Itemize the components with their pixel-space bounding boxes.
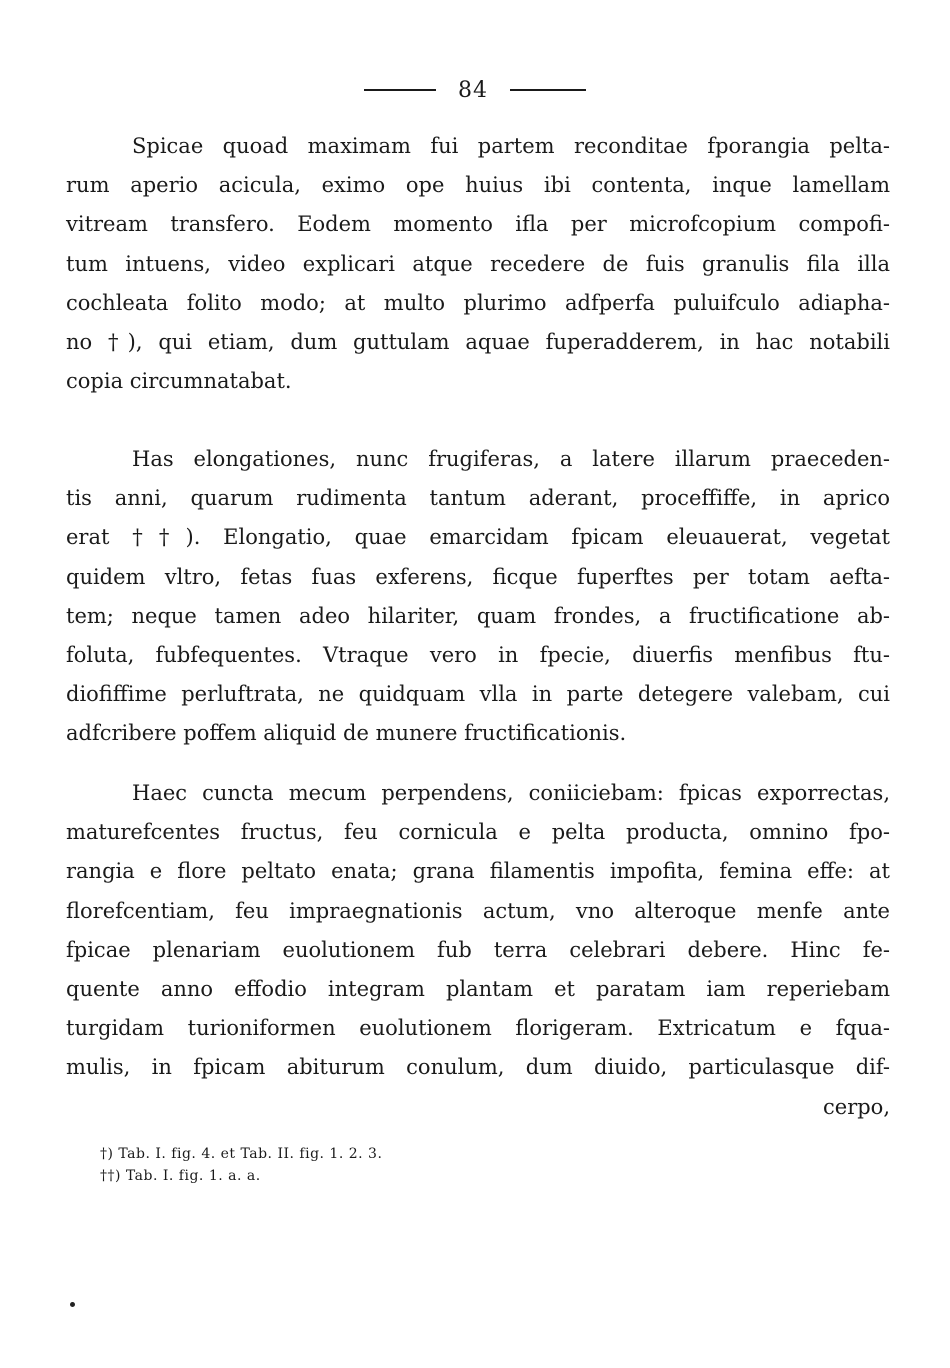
header-rule-left xyxy=(364,89,436,91)
paragraph-line: turgidam turioniformen euolutionem florigeram. Extricatum e fqua- xyxy=(66,1016,890,1041)
paragraph-line: tem; neque tamen adeo hilariter, quam frondes, a fructificatione ab- xyxy=(66,603,890,628)
paragraph-line: adfcribere poffem aliquid de munere fructificationis. xyxy=(66,721,627,746)
paragraph-1 xyxy=(66,127,890,401)
page-header xyxy=(0,70,950,110)
paragraph-line: diofiffime perluftrata, ne quidquam vlla in parte detegere valebam, cui xyxy=(66,682,890,707)
page-number: 84 xyxy=(458,77,488,103)
ink-speck xyxy=(70,1302,75,1307)
paragraph-line: maturefcentes fructus, feu cornicula e pelta producta, omnino fpo- xyxy=(66,820,890,845)
paragraph-line: no †), qui etiam, dum guttulam aquae fuperadderem, in hac notabili xyxy=(66,330,890,355)
paragraph-line: rum aperio acicula, eximo ope huius ibi contenta, inque lamellam xyxy=(66,173,890,198)
paragraph-3 xyxy=(66,774,890,1127)
paragraph-line: foluta, fubfequentes. Vtraque vero in fpecie, diuerfis menfibus ftu- xyxy=(66,643,890,668)
paragraph-line: quente anno effodio integram plantam et paratam iam reperiebam xyxy=(66,977,890,1002)
paragraph-line: mulis, in fpicam abiturum conulum, dum diuido, particulasque dif- xyxy=(66,1055,890,1080)
header-rule-right xyxy=(510,89,586,91)
paragraph-line: fpicae plenariam euolutionem fub terra celebrari debere. Hinc fe- xyxy=(66,937,890,962)
paragraph-line: rangia e flore peltato enata; grana filamentis impofita, femina effe: at xyxy=(66,859,890,884)
catchword: cerpo, xyxy=(823,1094,890,1119)
paragraph-line: copia circumnatabat. xyxy=(66,369,292,394)
footnote-2: ††) Tab. I. fig. 1. a. a. xyxy=(100,1168,261,1184)
paragraph-line: cochleata folito modo; at multo plurimo adfperfa puluifculo adiapha- xyxy=(66,290,890,315)
paragraph-line: quidem vltro, fetas fuas exferens, ficque fuperftes per totam aefta- xyxy=(66,564,890,589)
paragraph-line: florefcentiam, feu impraegnationis actum, vno alteroque menfe ante xyxy=(66,898,890,923)
paragraph-line: tum intuens, video explicari atque recedere de fuis granulis fila illa xyxy=(66,251,890,276)
paragraph-line: vitream transfero. Eodem momento ifla per microfcopium compofi- xyxy=(66,212,890,237)
footnotes xyxy=(100,1143,382,1187)
paragraph-line: tis anni, quarum rudimenta tantum aderant, proceffiffe, in aprico xyxy=(66,486,890,511)
paragraph-line: erat ††). Elongatio, quae emarcidam fpicam eleuauerat, vegetat xyxy=(66,525,890,550)
paragraph-line: Spicae quoad maximam fui partem reconditae fporangia pelta- xyxy=(132,134,890,158)
paragraph-line: Haec cuncta mecum perpendens, coniiciebam: fpicas exporrectas, xyxy=(132,781,890,805)
paragraph-2 xyxy=(66,440,890,754)
paragraph-line: Has elongationes, nunc frugiferas, a latere illarum praeceden- xyxy=(132,447,890,471)
footnote-1: †) Tab. I. fig. 4. et Tab. II. fig. 1. 2. 3. xyxy=(100,1146,383,1162)
